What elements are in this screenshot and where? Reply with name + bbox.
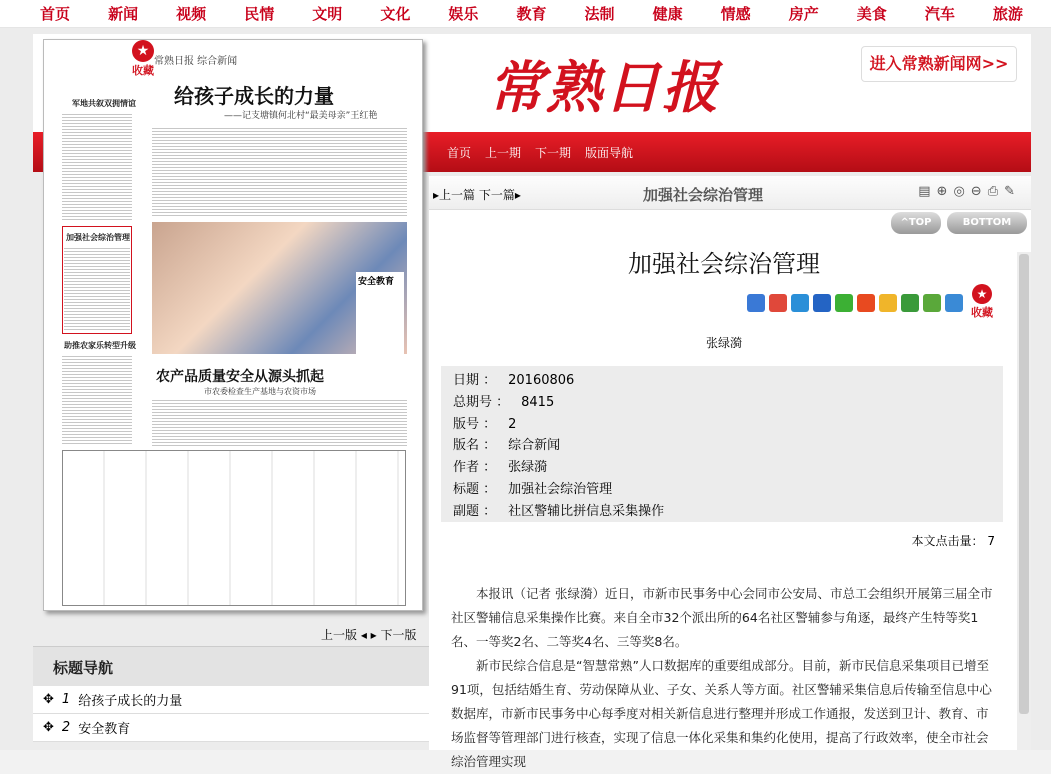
toolbar-title: 加强社会综治管理 bbox=[643, 186, 764, 204]
left-panel bbox=[33, 34, 429, 750]
topnav-item[interactable]: 首页 bbox=[40, 5, 71, 23]
article-toolbar bbox=[429, 176, 1031, 210]
page-header: 常熟日报 综合新闻 bbox=[154, 56, 238, 67]
share-star-icon[interactable] bbox=[879, 294, 897, 312]
scrollbar[interactable] bbox=[1017, 252, 1031, 750]
star-icon: ★ bbox=[132, 40, 154, 62]
title-navigation-heading: 标题导航 bbox=[33, 646, 429, 686]
rednav-item[interactable]: 上一期 bbox=[485, 145, 522, 160]
text-block bbox=[62, 112, 132, 222]
text-block bbox=[152, 126, 407, 216]
article-author: 张绿漪 bbox=[705, 336, 742, 350]
share-renren-icon[interactable] bbox=[813, 294, 831, 312]
topnav-item[interactable]: 文明 bbox=[312, 5, 343, 23]
pencil-icon[interactable]: ✎ bbox=[1004, 184, 1015, 199]
meta-row: 版号 ： 2 bbox=[453, 416, 517, 432]
article-panel bbox=[429, 176, 1031, 769]
selected-article-frame[interactable] bbox=[62, 226, 132, 334]
text-block bbox=[152, 398, 407, 446]
share-douban-icon[interactable] bbox=[901, 294, 919, 312]
article-metadata bbox=[441, 366, 1003, 522]
scrollbar-thumb[interactable] bbox=[1019, 254, 1029, 714]
logo: 常熟日报 bbox=[488, 55, 720, 121]
share-bookmark-icon[interactable] bbox=[923, 294, 941, 312]
topnav-item[interactable]: 视频 bbox=[176, 5, 207, 23]
article-body bbox=[451, 582, 997, 774]
meta-row: 日期 ： 20160806 bbox=[453, 373, 575, 388]
zoom-out-icon[interactable]: ⊖ bbox=[970, 184, 982, 199]
share-tencent-icon[interactable] bbox=[857, 294, 875, 312]
column-headline-3: 助推农家乐转型升级 bbox=[64, 341, 136, 350]
share-count-icon[interactable] bbox=[945, 294, 963, 312]
diamond-icon: ✥ bbox=[43, 692, 54, 707]
share-icons bbox=[747, 294, 963, 312]
paragraph: 新市民综合信息是“智慧常熟”人口数据库的重要组成部分。目前，新市民信息采集项目已增至91项，包括结婚生育、劳动保障从业、子女、关系人等方面。社区警辅采集信息后传输至信息中心数据库，市新市民事务中心每季度对相关新信息进行整理并形成工作通报，发送到卫计、教育、市场监督等管理部门进行核查，实现了信息一体化采集和集约化使用，提高了行政效率，使全市社会综治管理实现 bbox=[451, 658, 992, 769]
hit-count: 本文点击量： 7 bbox=[911, 534, 995, 548]
page-subheadline: ——记支塘镇何北村“最美母亲”王红艳 bbox=[224, 111, 378, 121]
meta-row: 标题 ： 加强社会综治管理 bbox=[453, 481, 613, 497]
page-pager[interactable]: 上一版 ◂ ▸ 下一版 bbox=[321, 628, 417, 642]
topnav-item[interactable]: 旅游 bbox=[992, 5, 1023, 23]
topnav-item[interactable]: 法制 bbox=[584, 5, 615, 23]
top-button[interactable]: ^TOP bbox=[891, 212, 941, 234]
topnav-item[interactable]: 新闻 bbox=[108, 5, 139, 23]
zoom-in-icon[interactable]: ⊕ bbox=[936, 184, 948, 199]
meta-row: 总期号 ： 8415 bbox=[453, 394, 555, 410]
share-qzone-icon[interactable] bbox=[791, 294, 809, 312]
topnav-item[interactable]: 民情 bbox=[244, 5, 275, 23]
diamond-icon: ✥ bbox=[43, 720, 54, 735]
print-icon[interactable]: ⎙ bbox=[987, 184, 999, 199]
enter-news-site-button[interactable]: 进入常熟新闻网>> bbox=[861, 46, 1017, 82]
article-title: 加强社会综治管理 bbox=[628, 250, 820, 278]
share-weibo-icon[interactable] bbox=[769, 294, 787, 312]
title-nav-item[interactable]: ✥ 1 给孩子成长的力量 bbox=[33, 686, 429, 714]
title-navigation-list bbox=[33, 686, 429, 742]
topnav-item[interactable]: 文化 bbox=[380, 5, 411, 23]
share-wechat-icon[interactable] bbox=[835, 294, 853, 312]
classified-ads bbox=[62, 450, 406, 606]
topnav-item[interactable]: 汽车 bbox=[924, 5, 955, 23]
topnav-item[interactable]: 健康 bbox=[652, 5, 683, 23]
rednav-item[interactable]: 版面导航 bbox=[585, 145, 634, 160]
second-headline: 农产品质量安全从源头抓起 bbox=[156, 369, 324, 385]
rednav-item[interactable]: 下一期 bbox=[535, 145, 572, 160]
meta-row: 版名 ： 综合新闻 bbox=[453, 438, 561, 454]
topnav-item[interactable]: 教育 bbox=[516, 5, 547, 23]
top-navigation bbox=[0, 0, 1051, 28]
star-icon: ★ bbox=[972, 284, 992, 304]
clipboard-icon[interactable]: ▤ bbox=[918, 184, 931, 199]
bottom-button[interactable]: BOTTOM bbox=[947, 212, 1027, 234]
second-subheadline: 市农委检查生产基地与农资市场 bbox=[204, 387, 316, 396]
column-headline-1: 军地共叙双拥情谊 bbox=[72, 99, 136, 108]
share-plus-icon[interactable] bbox=[747, 294, 765, 312]
zoom-reset-icon[interactable]: ◎ bbox=[953, 184, 965, 199]
column-headline-2[interactable]: 加强社会综治管理 bbox=[66, 233, 130, 242]
article-favorite-button[interactable]: ★ 收藏 bbox=[967, 284, 997, 320]
meta-row: 副题 ： 社区警辅比拼信息采集操作 bbox=[453, 503, 665, 519]
meta-row: 作者 ： 张绿漪 bbox=[453, 460, 548, 476]
topnav-item[interactable]: 情感 bbox=[720, 5, 751, 23]
text-block bbox=[62, 354, 132, 444]
scroll-buttons bbox=[891, 212, 1027, 234]
topnav-item[interactable]: 娱乐 bbox=[448, 5, 479, 23]
newspaper-page-thumbnail[interactable] bbox=[43, 39, 423, 611]
topnav-item[interactable]: 美食 bbox=[856, 5, 887, 23]
toolbar-icons bbox=[918, 184, 1015, 199]
rednav-item[interactable]: 首页 bbox=[447, 145, 472, 160]
page-headline: 给孩子成长的力量 bbox=[174, 84, 334, 108]
title-nav-item[interactable]: ✥ 2 安全教育 bbox=[33, 714, 429, 742]
favorite-button[interactable]: ★ 收藏 bbox=[128, 40, 158, 78]
paragraph: 本报讯（记者 张绿漪）近日，市新市民事务中心会同市公安局、市总工会组织开展第三届全市社区警辅信息采集操作比赛。来自全市32个派出所的64名社区警辅参与角逐，最终产生特等奖1名、一等奖2名、二等奖4名、三等奖8名。 bbox=[451, 586, 993, 649]
prev-next-article[interactable]: ▸上一篇 下一篇▸ bbox=[433, 188, 521, 202]
side-caption: 安全教育 bbox=[356, 272, 404, 356]
topnav-item[interactable]: 房产 bbox=[788, 5, 819, 23]
